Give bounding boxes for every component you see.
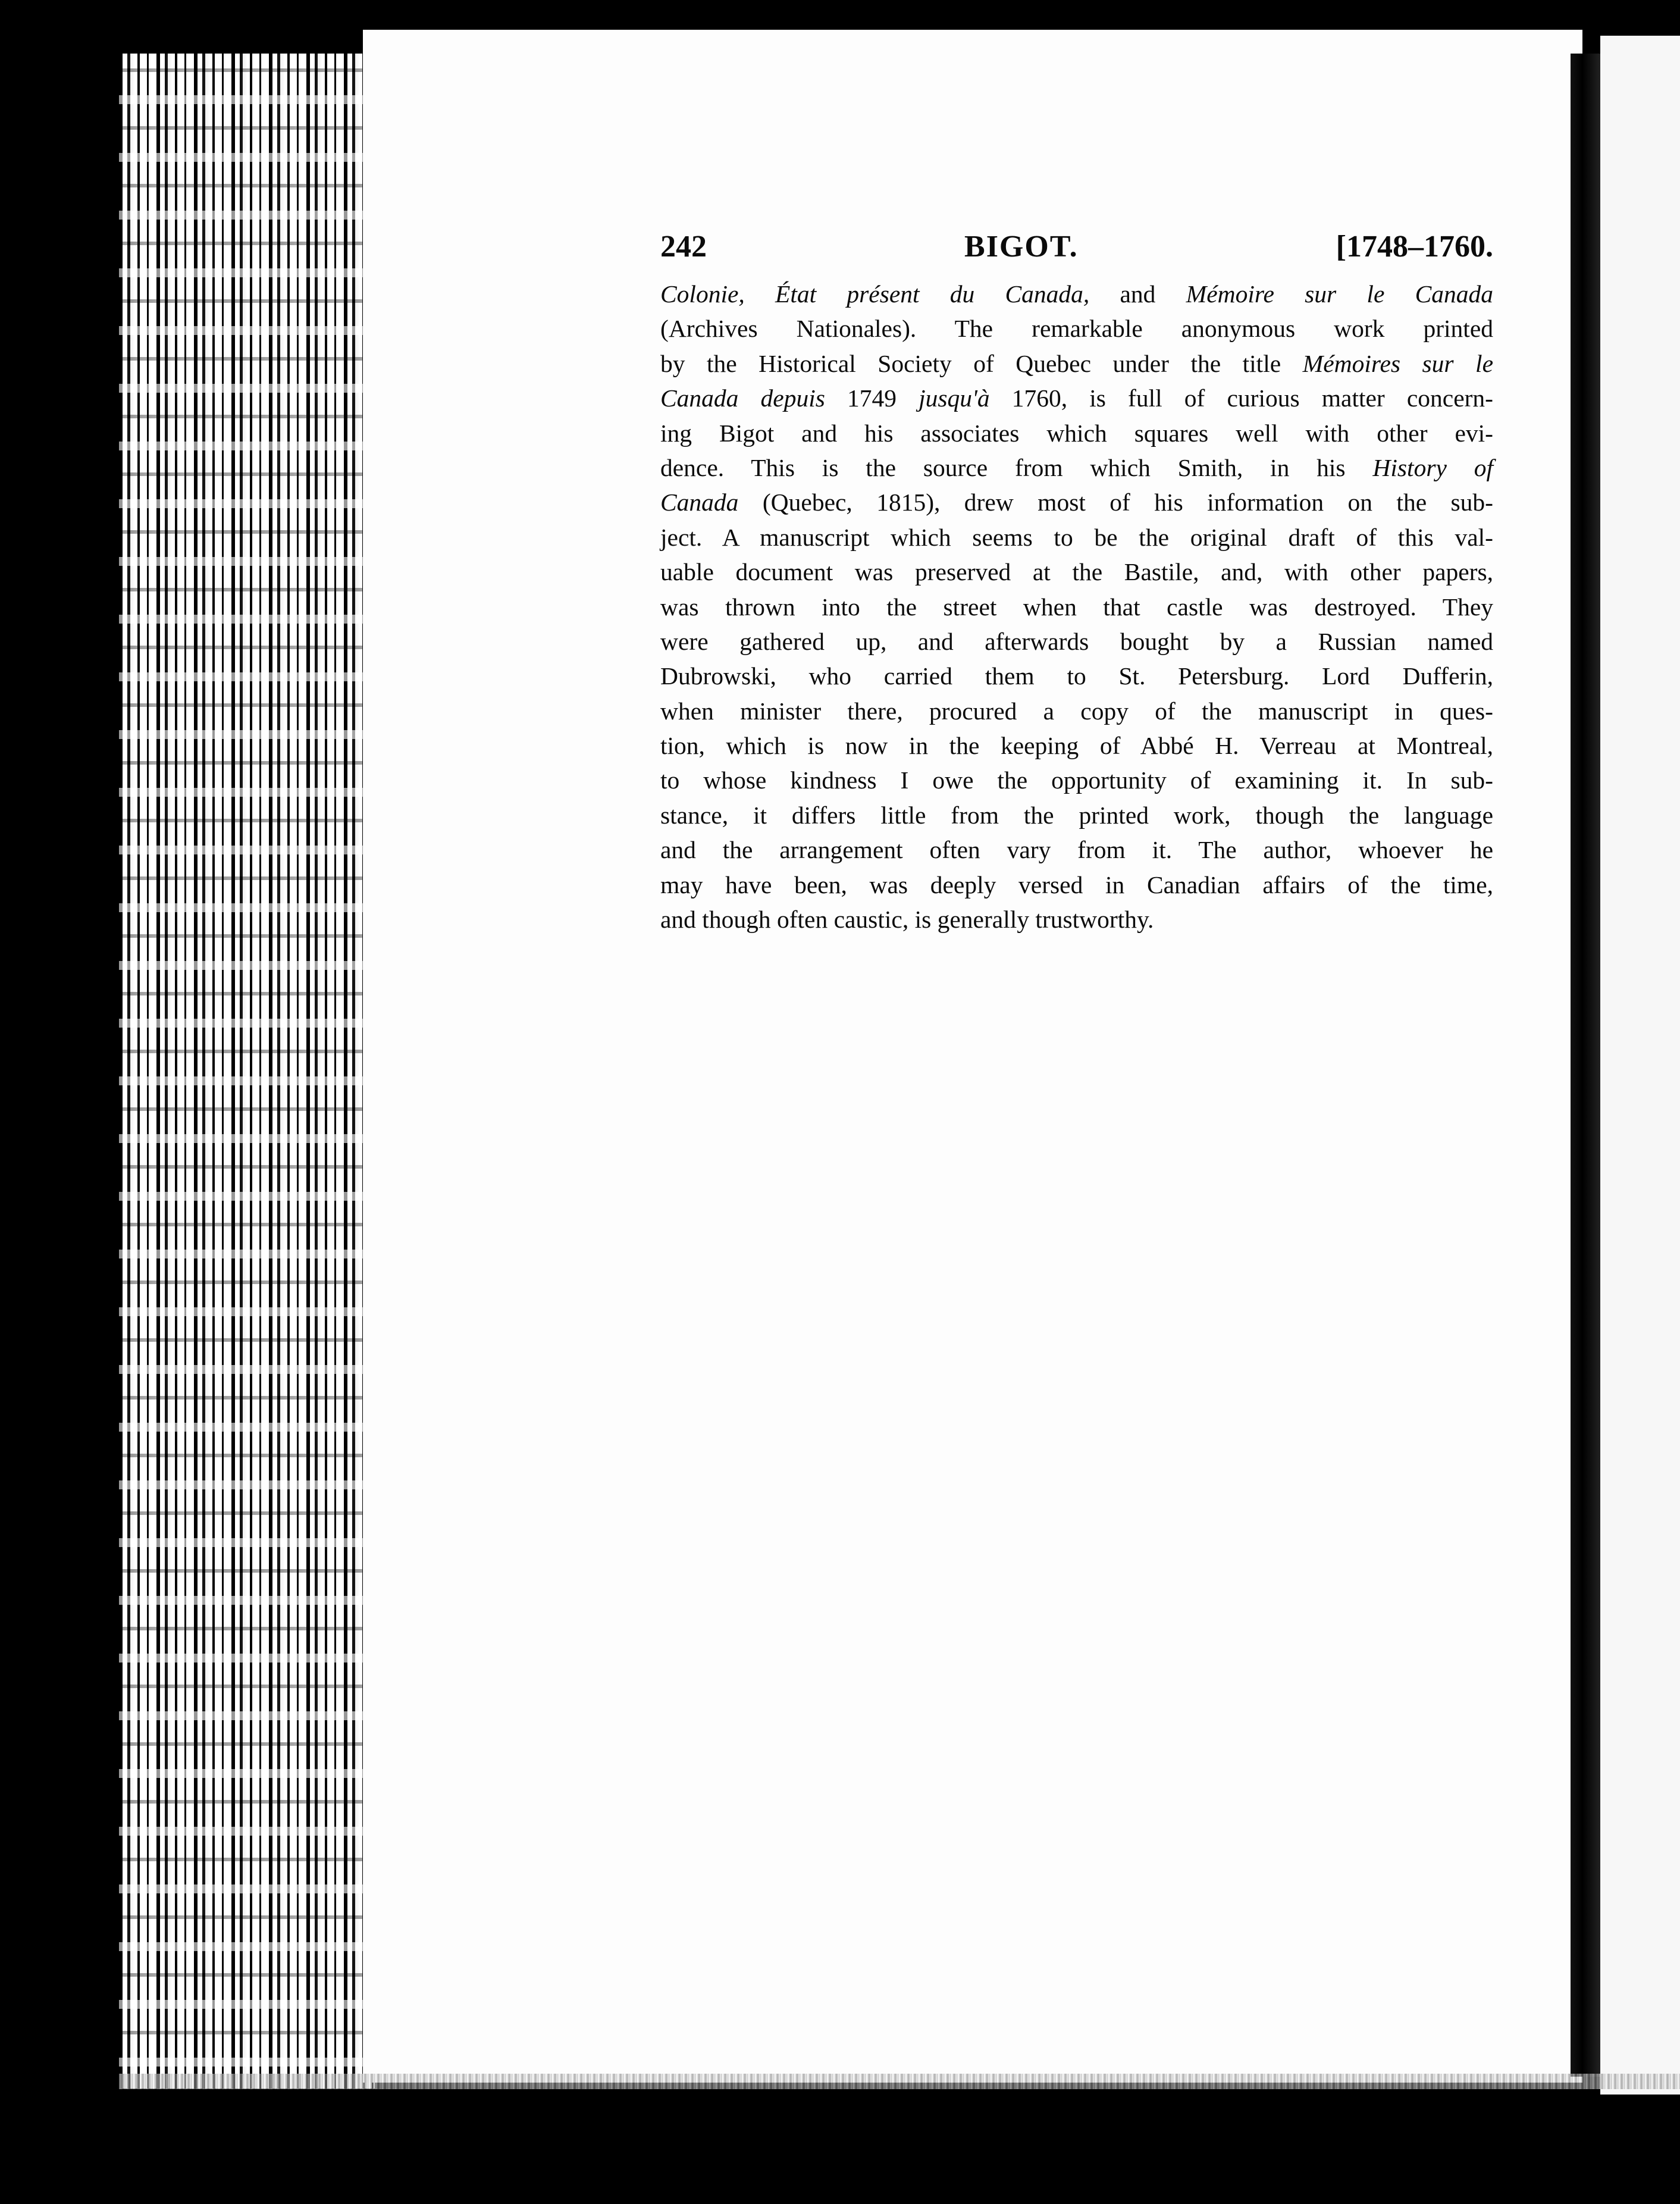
text-segment: Dubrowski, who carried them to St. Petersburg. Lord Dufferin, [660, 662, 1493, 690]
text-segment: and the arrangement often vary from it. The author, whoever he [660, 836, 1493, 864]
text-line [660, 277, 1493, 311]
text-segment: were gathered up, and afterwards bought by a Russian named [660, 627, 1493, 655]
text-block [660, 229, 1493, 937]
text-segment: and [1089, 280, 1186, 308]
italic-text: Canada depuis [660, 384, 825, 412]
text-line [660, 798, 1493, 832]
text-line [660, 868, 1493, 902]
text-line [660, 346, 1493, 381]
text-segment: and though often caustic, is generally trustworthy. [660, 906, 1154, 934]
italic-text: Mémoire sur le Canada [1186, 280, 1494, 308]
gutter-shadow [1571, 54, 1600, 2077]
text-line [660, 832, 1493, 867]
text-line [660, 590, 1493, 624]
text-line [660, 694, 1493, 728]
text-line [660, 381, 1493, 415]
text-segment: uable document was preserved at the Bastile, and, with other papers, [660, 558, 1493, 586]
next-page-edge [1600, 36, 1680, 2095]
text-segment: tion, which is now in the keeping of Abbé H. Verreau at Montreal, [660, 732, 1493, 760]
italic-text: Canada [660, 489, 739, 516]
text-segment: when minister there, procured a copy of the manuscript in ques- [660, 697, 1493, 725]
text-line [660, 450, 1493, 485]
bottom-page-edge [119, 2074, 1680, 2089]
italic-text: Mémoires sur le [1302, 349, 1494, 377]
italic-text: jusqu'à [919, 384, 990, 412]
text-segment: 1760, is full of curious matter concern- [989, 384, 1493, 412]
text-line [660, 624, 1493, 659]
text-segment: (Archives Nationales). The remarkable anonymous work printed [660, 315, 1493, 343]
running-years: [1748–1760. [1336, 230, 1493, 264]
text-line [660, 902, 1493, 937]
text-line [660, 485, 1493, 519]
text-line [660, 416, 1493, 450]
italic-text: Colonie, État présent du Canada, [660, 280, 1090, 308]
body-text [660, 277, 1493, 937]
text-line [660, 311, 1493, 346]
text-segment: ject. A manuscript which seems to be the original draft of this val- [660, 523, 1493, 551]
text-segment: may have been, was deeply versed in Canadian affairs of the time, [660, 871, 1493, 898]
text-segment: ing Bigot and his associates which squares well with other evi- [660, 419, 1493, 447]
text-segment: stance, it differs little from the printed work, though the language [660, 801, 1493, 829]
text-line [660, 728, 1493, 763]
text-line [660, 763, 1493, 797]
text-segment: dence. This is the source from which Smith, in his [660, 453, 1373, 481]
italic-text: History of [1372, 453, 1494, 481]
page-edges [119, 54, 375, 2089]
text-segment: was thrown into the street when that castle was destroyed. They [660, 593, 1493, 621]
running-head [660, 229, 1493, 268]
page-number: 242 [660, 230, 707, 264]
text-line [660, 520, 1493, 555]
running-title: BIGOT. [964, 230, 1079, 264]
text-line [660, 555, 1493, 589]
text-segment: by the Historical Society of Quebec under the title [660, 349, 1303, 377]
text-segment: 1749 [825, 384, 919, 412]
text-segment: (Quebec, 1815), drew most of his information on the sub- [738, 489, 1493, 516]
text-line [660, 659, 1493, 693]
text-segment: to whose kindness I owe the opportunity of examining it. In sub- [660, 766, 1493, 794]
